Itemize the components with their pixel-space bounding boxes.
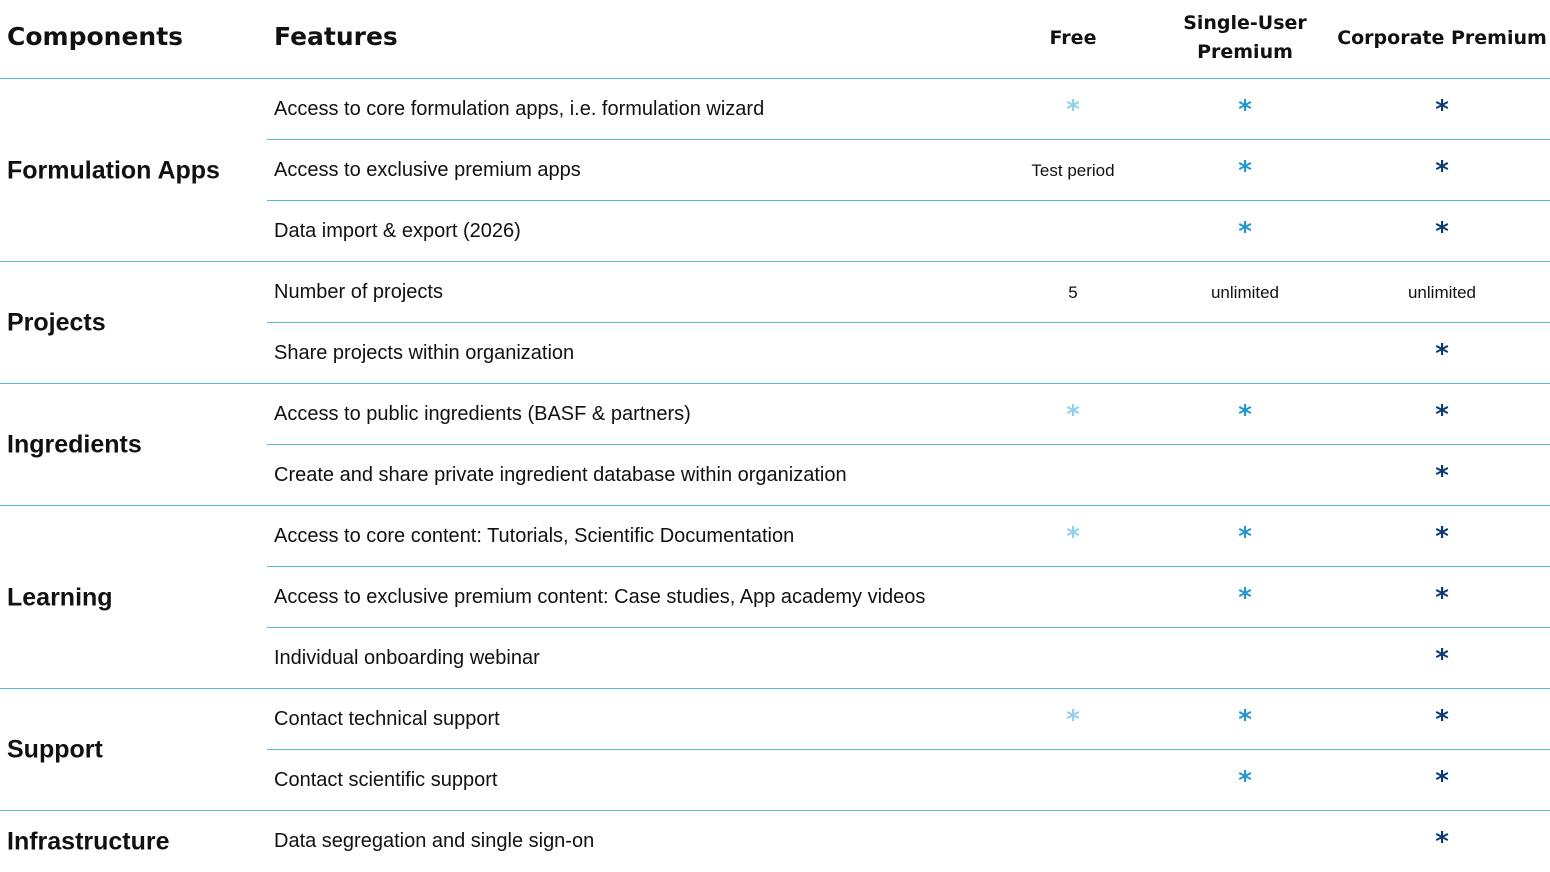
corporate-included-asterisk-icon: * (1435, 155, 1449, 186)
single-user-value: unlimited (1210, 282, 1280, 302)
single-user-included-asterisk-icon: * (1238, 399, 1252, 430)
feature-row (0, 445, 1550, 506)
free-included-asterisk-icon: * (1066, 399, 1080, 430)
corporate-included-asterisk-icon: * (1435, 582, 1449, 613)
feature-row (0, 506, 1550, 567)
component-label: Formulation Apps (7, 156, 220, 184)
feature-label: Contact scientific support (274, 768, 498, 791)
feature-row (0, 262, 1550, 323)
corporate-included-asterisk-icon: * (1435, 704, 1449, 735)
component-group (0, 79, 1550, 262)
feature-label: Create and share private ingredient database within organization (274, 463, 847, 486)
single-user-included-asterisk-icon: * (1238, 704, 1252, 735)
corporate-included-asterisk-icon: * (1435, 399, 1449, 430)
component-label: Support (7, 735, 103, 764)
header-components: Components (7, 22, 184, 51)
feature-row (0, 750, 1550, 811)
component-label: Projects (7, 308, 106, 337)
feature-row (0, 628, 1550, 689)
feature-label: Access to public ingredients (BASF & partners) (274, 402, 691, 425)
feature-label: Number of projects (274, 280, 443, 303)
header-single-user-premium (1165, 9, 1325, 67)
component-group (0, 811, 1550, 872)
feature-row (0, 79, 1550, 140)
single-user-included-asterisk-icon: * (1238, 521, 1252, 552)
feature-label: Access to exclusive premium content: Case studies, App academy videos (274, 585, 926, 608)
corporate-value: unlimited (1407, 282, 1477, 302)
table-header (0, 0, 1550, 79)
feature-label: Data segregation and single sign-on (274, 829, 595, 852)
corporate-included-asterisk-icon: * (1435, 826, 1449, 857)
header-corporate-premium: Corporate Premium (1337, 27, 1547, 49)
corporate-included-asterisk-icon: * (1435, 521, 1449, 552)
corporate-included-asterisk-icon: * (1435, 338, 1449, 369)
feature-label: Access to exclusive premium apps (274, 158, 581, 181)
corporate-included-asterisk-icon: * (1435, 765, 1449, 796)
feature-label: Contact technical support (274, 707, 500, 730)
header-free: Free (1049, 27, 1097, 49)
feature-row (0, 323, 1550, 384)
single-user-included-asterisk-icon: * (1238, 582, 1252, 613)
component-group (0, 506, 1550, 689)
component-label: Ingredients (7, 430, 142, 459)
free-included-asterisk-icon: * (1066, 704, 1080, 735)
feature-label: Individual onboarding webinar (274, 646, 540, 669)
component-label: Infrastructure (7, 827, 170, 855)
header-single-line2: Premium (1197, 41, 1293, 63)
component-group (0, 689, 1550, 811)
single-user-included-asterisk-icon: * (1238, 155, 1252, 186)
feature-row (0, 384, 1550, 445)
header-features: Features (274, 22, 398, 51)
feature-label: Access to core content: Tutorials, Scientific Documentation (274, 524, 795, 547)
feature-label: Access to core formulation apps, i.e. formulation wizard (274, 97, 765, 120)
component-label: Learning (7, 583, 113, 611)
free-value: Test period (1031, 160, 1115, 180)
corporate-included-asterisk-icon: * (1435, 460, 1449, 491)
free-included-asterisk-icon: * (1066, 94, 1080, 125)
feature-row (0, 567, 1550, 628)
single-user-included-asterisk-icon: * (1238, 765, 1252, 796)
feature-row (0, 201, 1550, 262)
feature-row (0, 140, 1550, 201)
feature-label: Share projects within organization (274, 341, 575, 364)
component-group (0, 262, 1550, 384)
component-group (0, 384, 1550, 506)
corporate-included-asterisk-icon: * (1435, 643, 1449, 674)
feature-label: Data import & export (2026) (274, 219, 521, 242)
single-user-included-asterisk-icon: * (1238, 216, 1252, 247)
header-single-line1: Single-User (1183, 12, 1307, 34)
feature-row (0, 811, 1550, 872)
corporate-included-asterisk-icon: * (1435, 216, 1449, 247)
feature-row (0, 689, 1550, 750)
corporate-included-asterisk-icon: * (1435, 94, 1449, 125)
free-value: 5 (1068, 282, 1078, 302)
free-included-asterisk-icon: * (1066, 521, 1080, 552)
single-user-included-asterisk-icon: * (1238, 94, 1252, 125)
